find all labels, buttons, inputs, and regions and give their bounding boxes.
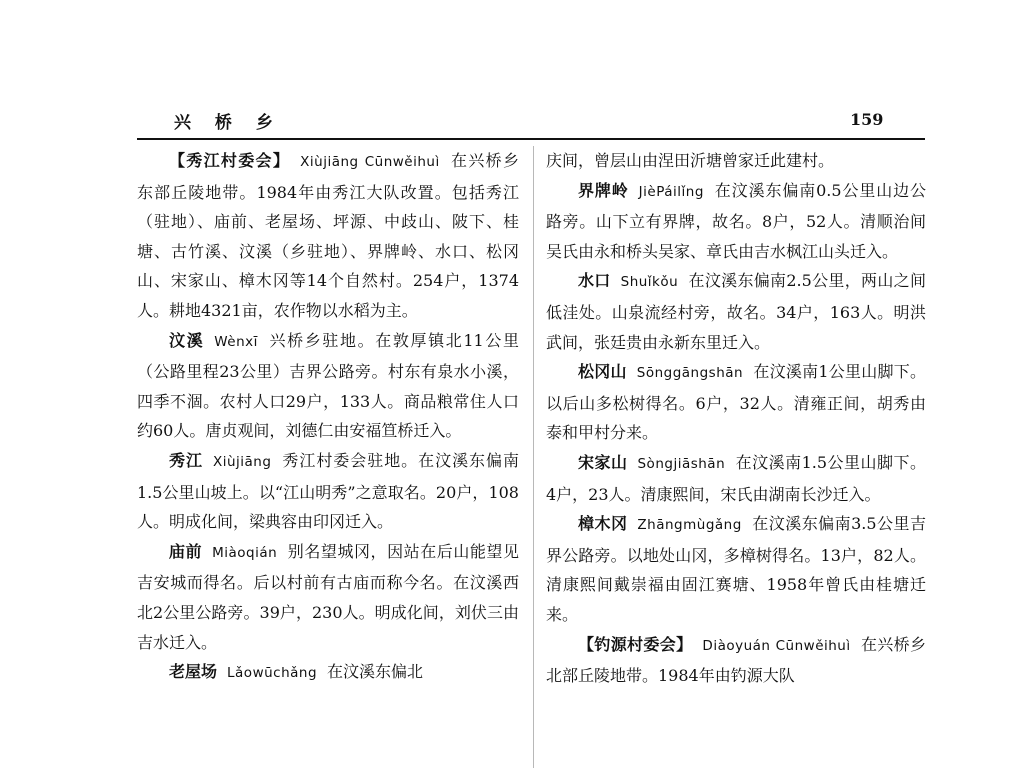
gazetteer-entry bbox=[546, 509, 926, 629]
entry-pinyin: Xiùjiāng Cūnwěihuì bbox=[300, 154, 440, 170]
entry-headword: 汶溪 bbox=[169, 330, 205, 350]
gazetteer-entry bbox=[546, 176, 926, 267]
column-divider bbox=[533, 146, 534, 768]
entry-pinyin: Shuǐkǒu bbox=[620, 274, 679, 291]
gazetteer-entry bbox=[546, 357, 926, 448]
entry-pinyin: Lǎowūchǎng bbox=[227, 665, 318, 682]
entry-text: 在汶溪东偏南2.5公里，两山之间低洼处。山泉流经村旁，故名。34户，163人。明洪武间，张廷贵由永新东里迁入。 bbox=[546, 271, 926, 352]
gazetteer-entry bbox=[137, 146, 519, 326]
gazetteer-entry bbox=[137, 326, 519, 446]
right-column bbox=[546, 146, 926, 691]
entry-text: 在汶溪南1.5公里山脚下。4户，23人。清康熙间，宋氏由湖南长沙迁入。 bbox=[546, 452, 926, 504]
entry-headword: 水口 bbox=[578, 271, 611, 291]
entry-text: 在汶溪东偏南0.5公里山边公路旁。山下立有界牌，故名。8户，52人。清顺治间吴氏由永和桥头吴家、章氏由吉水枫江山头迁入。 bbox=[546, 180, 926, 261]
header-rule bbox=[137, 138, 925, 140]
entry-text: 在兴桥乡东部丘陵地带。1984年由秀江大队改置。包括秀江（驻地）、庙前、老屋场、坪源、中歧山、陂下、桂塘、古竹溪、汶溪（乡驻地）、界牌岭、水口、松冈山、宋家山、樟木冈等14个自然村。254户，1374人。耕地4321亩，农作物以水稻为主。 bbox=[137, 151, 519, 320]
entry-text: 秀江村委会驻地。在汶溪东偏南1.5公里山坡上。以“江山明秀”之意取名。20户，108人。明成化间，梁典容由印冈迁入。 bbox=[137, 450, 519, 532]
entry-text: 在汶溪东偏北 bbox=[327, 662, 424, 682]
entry-pinyin: Wènxī bbox=[214, 333, 258, 350]
entry-headword: 樟木冈 bbox=[578, 514, 628, 534]
entry-headword: 界牌岭 bbox=[578, 180, 629, 200]
page-number: 159 bbox=[850, 110, 884, 129]
entry-text: 别名望城冈，因站在后山能望见吉安城而得名。后以村前有古庙而称今名。在汶溪西北2公里公路旁。39户，230人。明成化间，刘伏三由吉水迁入。 bbox=[137, 541, 519, 652]
gazetteer-entry bbox=[137, 537, 519, 657]
entry-pinyin: Xiùjiāng bbox=[212, 453, 272, 470]
entry-pinyin: JièPáilǐng bbox=[638, 183, 704, 200]
entry-pinyin: Sōnggāngshān bbox=[636, 365, 744, 382]
entry-text: 在汶溪南1公里山脚下。以后山多松树得名。6户，32人。清雍正间，胡秀由泰和甲村分来。 bbox=[546, 362, 926, 443]
entry-pinyin: Miàoqián bbox=[212, 544, 278, 561]
left-column bbox=[137, 146, 519, 689]
gazetteer-entry bbox=[546, 448, 926, 509]
entry-text: 在汶溪东偏南3.5公里吉界公路旁。以地处山冈，多樟树得名。13户，82人。清康熙间戴崇福由固江赛塘、1958年曾氏由桂塘迁来。 bbox=[546, 514, 926, 624]
entry-pinyin: Diàoyuán Cūnwěihuì bbox=[702, 637, 851, 654]
entry-headword: 松冈山 bbox=[578, 362, 627, 382]
gazetteer-entry bbox=[546, 630, 926, 691]
entry-headword: 【钓源村委会】 bbox=[578, 634, 693, 654]
entry-headword: 庙前 bbox=[169, 541, 203, 561]
entry-headword: 【秀江村委会】 bbox=[169, 151, 291, 170]
gazetteer-entry bbox=[546, 266, 926, 357]
continued-text: 庆间，曾层山由涅田沂塘曾家迁此建村。 bbox=[546, 151, 835, 170]
entry-text: 在兴桥乡北部丘陵地带。1984年由钓源大队 bbox=[546, 634, 926, 686]
entry-text: 兴桥乡驻地。在敦厚镇北11公里（公路里程23公里）吉界公路旁。村东有泉水小溪，四季不涸。农村人口29户，133人。商品粮常住人口约60人。唐贞观间，刘德仁由安福笪桥迁入。 bbox=[137, 330, 519, 441]
entry-headword: 秀江 bbox=[169, 450, 203, 470]
gazetteer-entry bbox=[137, 657, 519, 689]
entry-pinyin: Zhāngmùgǎng bbox=[637, 517, 742, 534]
gazetteer-entry bbox=[137, 446, 519, 537]
entry-headword: 宋家山 bbox=[578, 452, 628, 472]
running-header-title: 兴 桥 乡 bbox=[174, 113, 282, 133]
entry-pinyin: Sòngjiāshān bbox=[637, 455, 726, 472]
entry-headword: 老屋场 bbox=[169, 662, 218, 682]
